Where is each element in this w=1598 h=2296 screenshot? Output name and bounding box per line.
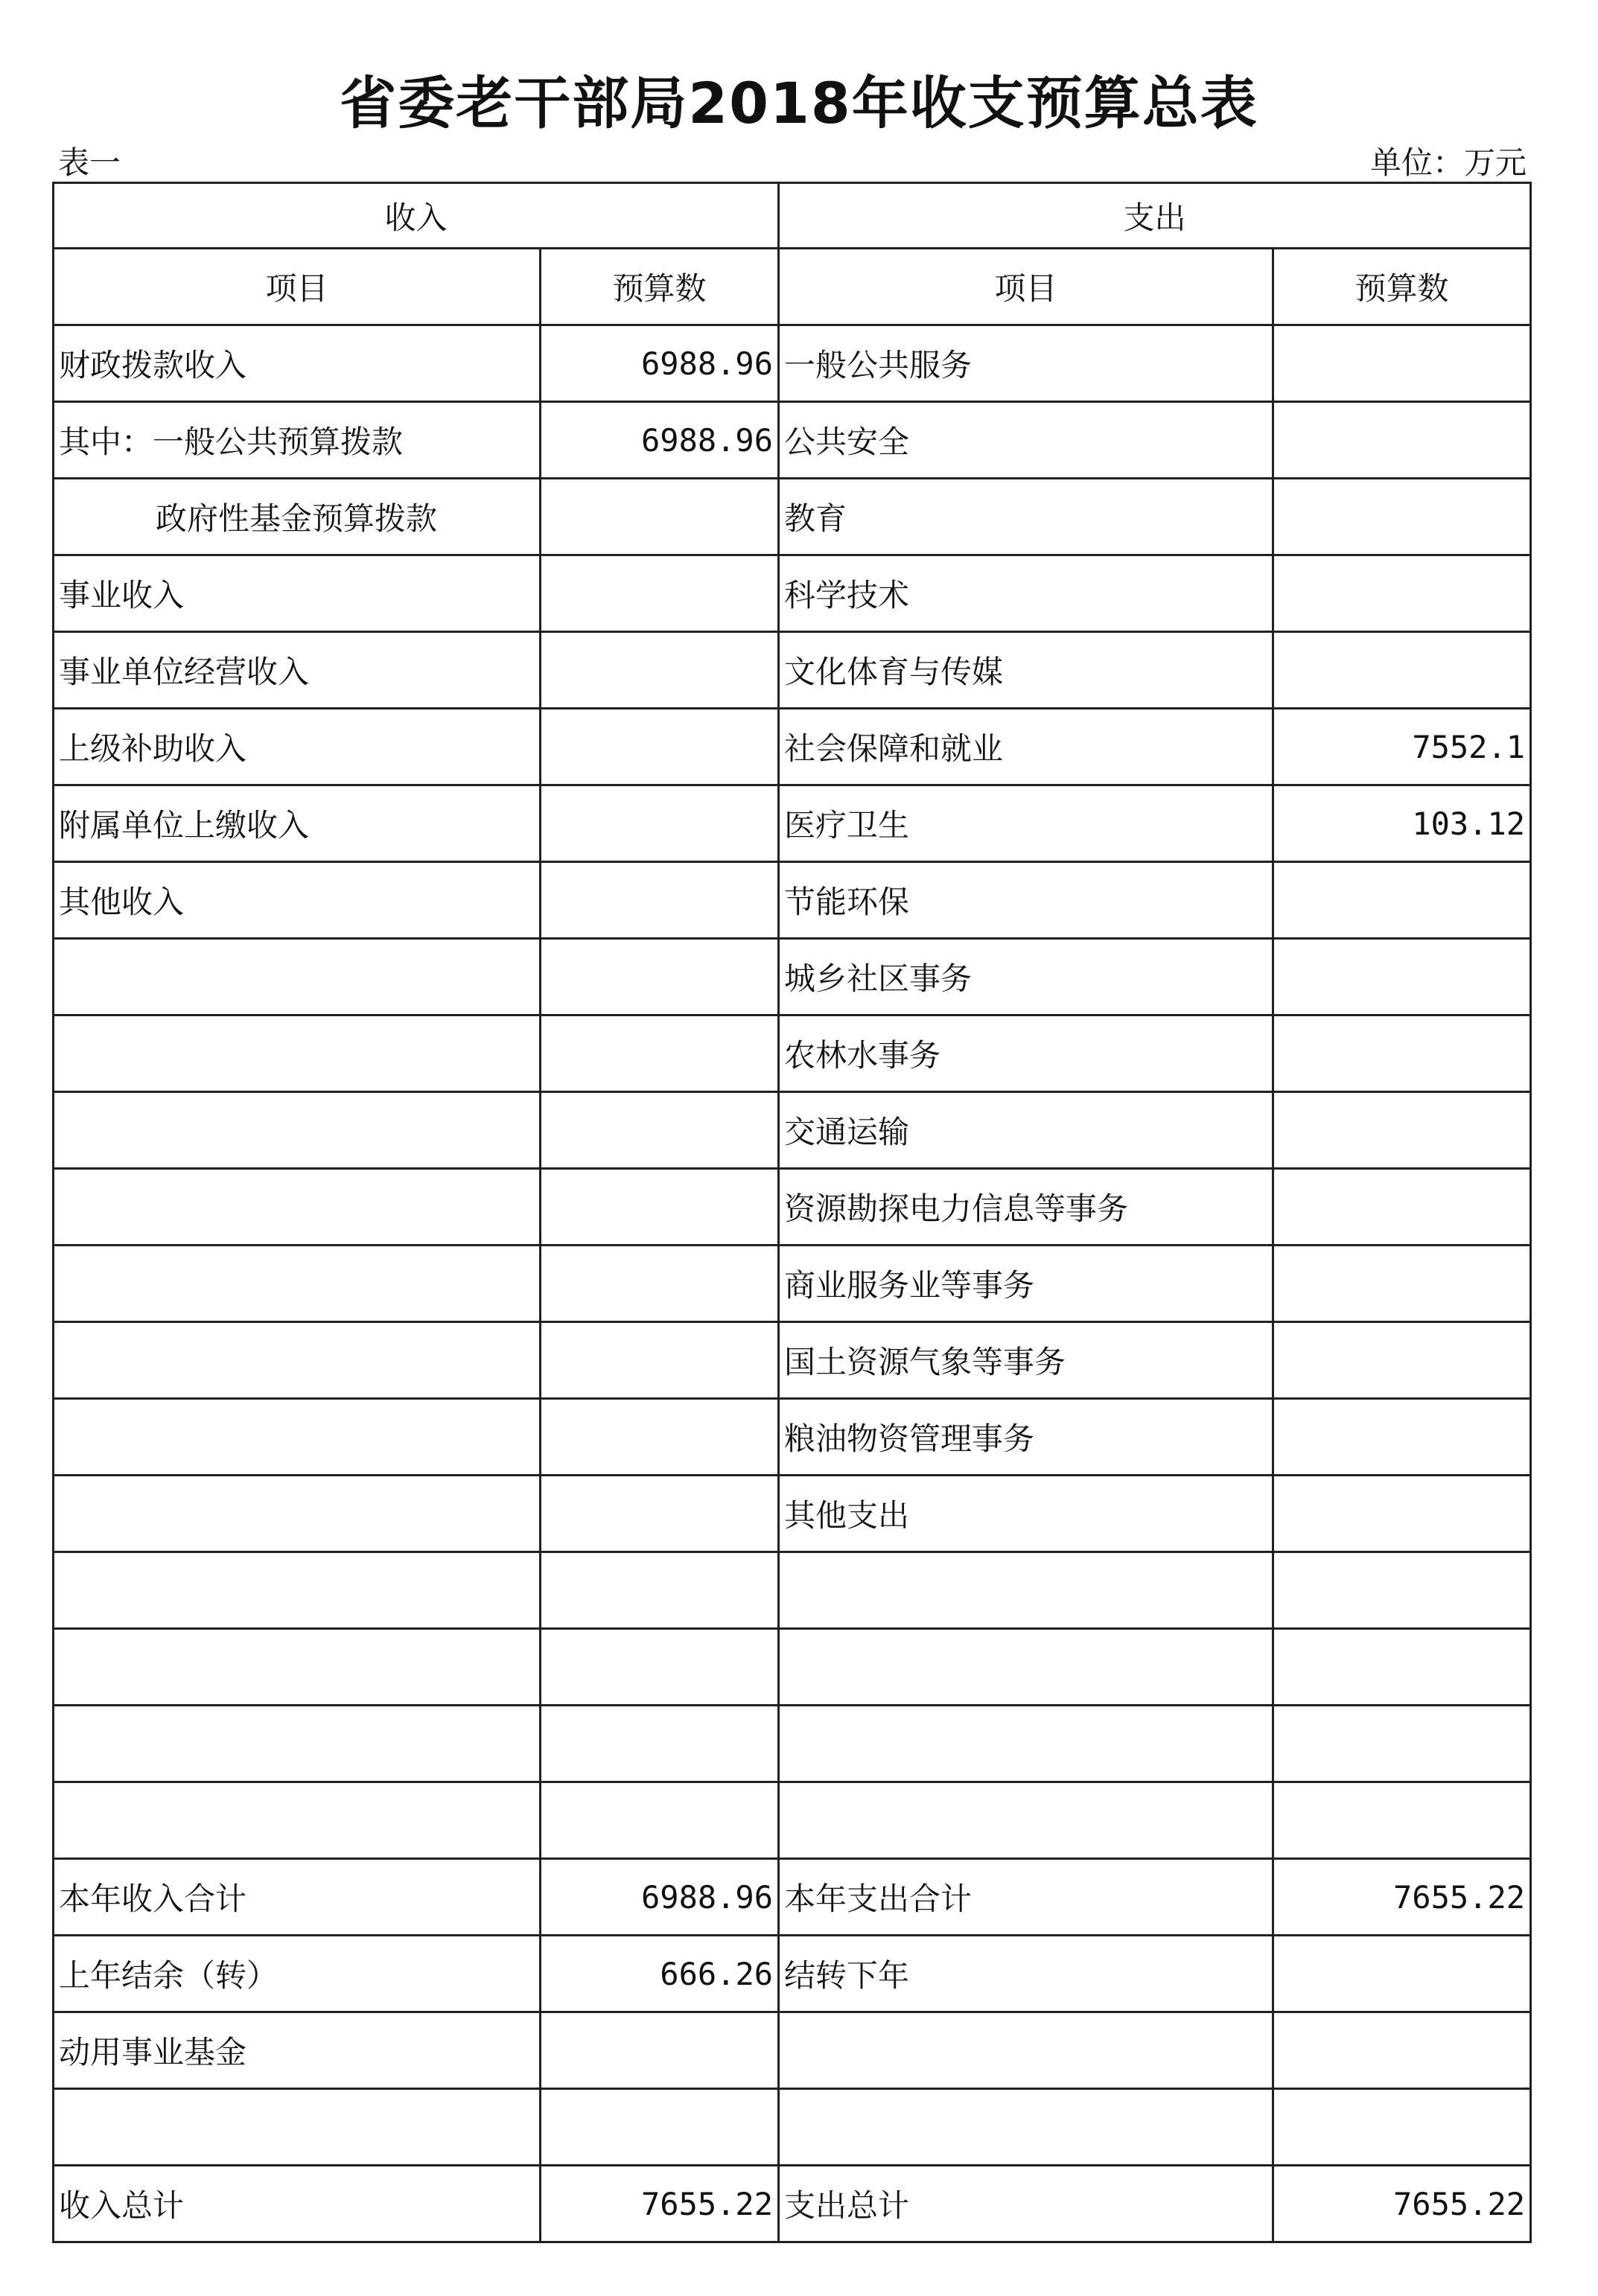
income-item-cell: 动用事业基金: [54, 2012, 541, 2089]
expense-value-cell: [1273, 1015, 1531, 1092]
income-item-cell: 本年收入合计: [54, 1859, 541, 1936]
income-item-header: 项目: [54, 249, 541, 325]
income-item-cell: 上级补助收入: [54, 709, 541, 785]
income-value-cell: [541, 632, 779, 709]
income-item-cell: [54, 1706, 541, 1782]
expense-item-cell: 本年支出合计: [779, 1859, 1273, 1936]
expense-value-cell: [1273, 1322, 1531, 1399]
table-row: [54, 1399, 1531, 1476]
expense-value-cell: [1273, 555, 1531, 632]
income-item-cell: [54, 1015, 541, 1092]
income-item-cell: [54, 1476, 541, 1552]
income-value-cell: 7655.22: [541, 2166, 779, 2242]
table-row: [54, 1629, 1531, 1706]
expense-value-cell: 7655.22: [1273, 2166, 1531, 2242]
income-value-cell: [541, 939, 779, 1015]
income-item-cell: 事业收入: [54, 555, 541, 632]
income-item-cell: [54, 939, 541, 1015]
expense-item-cell: 教育: [779, 479, 1273, 555]
table-row: [54, 939, 1531, 1015]
expense-item-cell: 粮油物资管理事务: [779, 1399, 1273, 1476]
table-row: [54, 785, 1531, 862]
expense-item-cell: 结转下年: [779, 1936, 1273, 2012]
expense-value-cell: 7655.22: [1273, 1859, 1531, 1936]
expense-item-cell: 公共安全: [779, 402, 1273, 479]
table-row: [54, 1552, 1531, 1629]
income-value-cell: [541, 785, 779, 862]
expense-item-cell: 国土资源气象等事务: [779, 1322, 1273, 1399]
expense-item-cell: [779, 1706, 1273, 1782]
expense-value-cell: [1273, 2012, 1531, 2089]
table-row: [54, 632, 1531, 709]
income-item-cell: [54, 2089, 541, 2166]
table-row: [54, 1246, 1531, 1322]
expense-value-cell: [1273, 1782, 1531, 1859]
expense-item-cell: [779, 1629, 1273, 1706]
table-row: [54, 1322, 1531, 1399]
expense-value-cell: [1273, 1629, 1531, 1706]
expense-value-cell: [1273, 1092, 1531, 1169]
expense-item-cell: 其他支出: [779, 1476, 1273, 1552]
table-row: [54, 709, 1531, 785]
expense-item-cell: [779, 1552, 1273, 1629]
expense-value-cell: [1273, 1399, 1531, 1476]
income-item-cell: 政府性基金预算拨款: [54, 479, 541, 555]
income-item-cell: [54, 1782, 541, 1859]
expense-header: 支出: [779, 183, 1531, 249]
income-item-cell: [54, 1629, 541, 1706]
income-value-cell: [541, 709, 779, 785]
income-value-cell: [541, 1092, 779, 1169]
income-value-cell: [541, 2012, 779, 2089]
table-row: [54, 1015, 1531, 1092]
expense-item-cell: 社会保障和就业: [779, 709, 1273, 785]
income-value-cell: [541, 1015, 779, 1092]
expense-value-cell: [1273, 1552, 1531, 1629]
page-title: 省委老干部局2018年收支预算总表: [340, 70, 1258, 136]
table-row: [54, 1859, 1531, 1936]
expense-item-cell: 资源勘探电力信息等事务: [779, 1169, 1273, 1246]
expense-value-cell: [1273, 1706, 1531, 1782]
income-item-cell: [54, 1092, 541, 1169]
income-value-cell: [541, 1706, 779, 1782]
expense-value-cell: [1273, 1246, 1531, 1322]
income-value-cell: [541, 862, 779, 939]
expense-item-cell: 支出总计: [779, 2166, 1273, 2242]
table-row: [54, 1476, 1531, 1552]
income-value-cell: [541, 1552, 779, 1629]
unit-label: 单位：万元: [1369, 144, 1527, 181]
income-header: 收入: [54, 183, 779, 249]
income-value-cell: [541, 1629, 779, 1706]
income-item-cell: 上年结余（转）: [54, 1936, 541, 2012]
income-value-cell: [541, 1399, 779, 1476]
income-value-cell: [541, 479, 779, 555]
expense-value-cell: [1273, 1169, 1531, 1246]
income-item-cell: 财政拨款收入: [54, 325, 541, 402]
table-row: [54, 1782, 1531, 1859]
income-item-cell: 事业单位经营收入: [54, 632, 541, 709]
income-item-cell: 其他收入: [54, 862, 541, 939]
table-row: [54, 862, 1531, 939]
table-row: [54, 555, 1531, 632]
expense-item-cell: 节能环保: [779, 862, 1273, 939]
income-item-cell: [54, 1322, 541, 1399]
expense-value-cell: [1273, 1476, 1531, 1552]
table-row: [54, 402, 1531, 479]
expense-item-cell: 交通运输: [779, 1092, 1273, 1169]
expense-item-header: 项目: [779, 249, 1273, 325]
income-value-cell: [541, 2089, 779, 2166]
income-item-cell: 附属单位上缴收入: [54, 785, 541, 862]
expense-item-cell: 商业服务业等事务: [779, 1246, 1273, 1322]
table-row: [54, 1092, 1531, 1169]
income-value-cell: 6988.96: [541, 402, 779, 479]
expense-item-cell: 文化体育与传媒: [779, 632, 1273, 709]
expense-budget-header: 预算数: [1273, 249, 1531, 325]
income-item-cell: [54, 1552, 541, 1629]
table-row: [54, 2166, 1531, 2242]
table-row: [54, 2012, 1531, 2089]
expense-value-cell: [1273, 479, 1531, 555]
expense-value-cell: [1273, 325, 1531, 402]
income-value-cell: [541, 1476, 779, 1552]
table-row: [54, 479, 1531, 555]
income-value-cell: 6988.96: [541, 1859, 779, 1936]
expense-value-cell: [1273, 1936, 1531, 2012]
expense-value-cell: [1273, 939, 1531, 1015]
table-body: [54, 325, 1531, 2242]
table-row: [54, 325, 1531, 402]
expense-item-cell: 科学技术: [779, 555, 1273, 632]
income-item-cell: [54, 1169, 541, 1246]
table-row: [54, 1936, 1531, 2012]
income-value-cell: [541, 1322, 779, 1399]
table-row: [54, 1169, 1531, 1246]
expense-item-cell: 一般公共服务: [779, 325, 1273, 402]
expense-item-cell: [779, 2089, 1273, 2166]
income-value-cell: [541, 1246, 779, 1322]
income-item-cell: 其中：一般公共预算拨款: [54, 402, 541, 479]
expense-item-cell: [779, 2012, 1273, 2089]
expense-value-cell: [1273, 402, 1531, 479]
expense-item-cell: [779, 1782, 1273, 1859]
budget-table: [52, 182, 1532, 2243]
income-item-cell: 收入总计: [54, 2166, 541, 2242]
income-value-cell: [541, 1782, 779, 1859]
income-value-cell: [541, 1169, 779, 1246]
expense-item-cell: 农林水事务: [779, 1015, 1273, 1092]
income-value-cell: 666.26: [541, 1936, 779, 2012]
table-row: [54, 2089, 1531, 2166]
expense-value-cell: 7552.1: [1273, 709, 1531, 785]
income-item-cell: [54, 1246, 541, 1322]
table-number: 表一: [58, 144, 121, 181]
expense-value-cell: [1273, 632, 1531, 709]
expense-value-cell: [1273, 862, 1531, 939]
income-value-cell: [541, 555, 779, 632]
income-item-cell: [54, 1399, 541, 1476]
expense-value-cell: 103.12: [1273, 785, 1531, 862]
expense-item-cell: 城乡社区事务: [779, 939, 1273, 1015]
income-value-cell: 6988.96: [541, 325, 779, 402]
income-budget-header: 预算数: [541, 249, 779, 325]
expense-item-cell: 医疗卫生: [779, 785, 1273, 862]
expense-value-cell: [1273, 2089, 1531, 2166]
table-row: [54, 1706, 1531, 1782]
